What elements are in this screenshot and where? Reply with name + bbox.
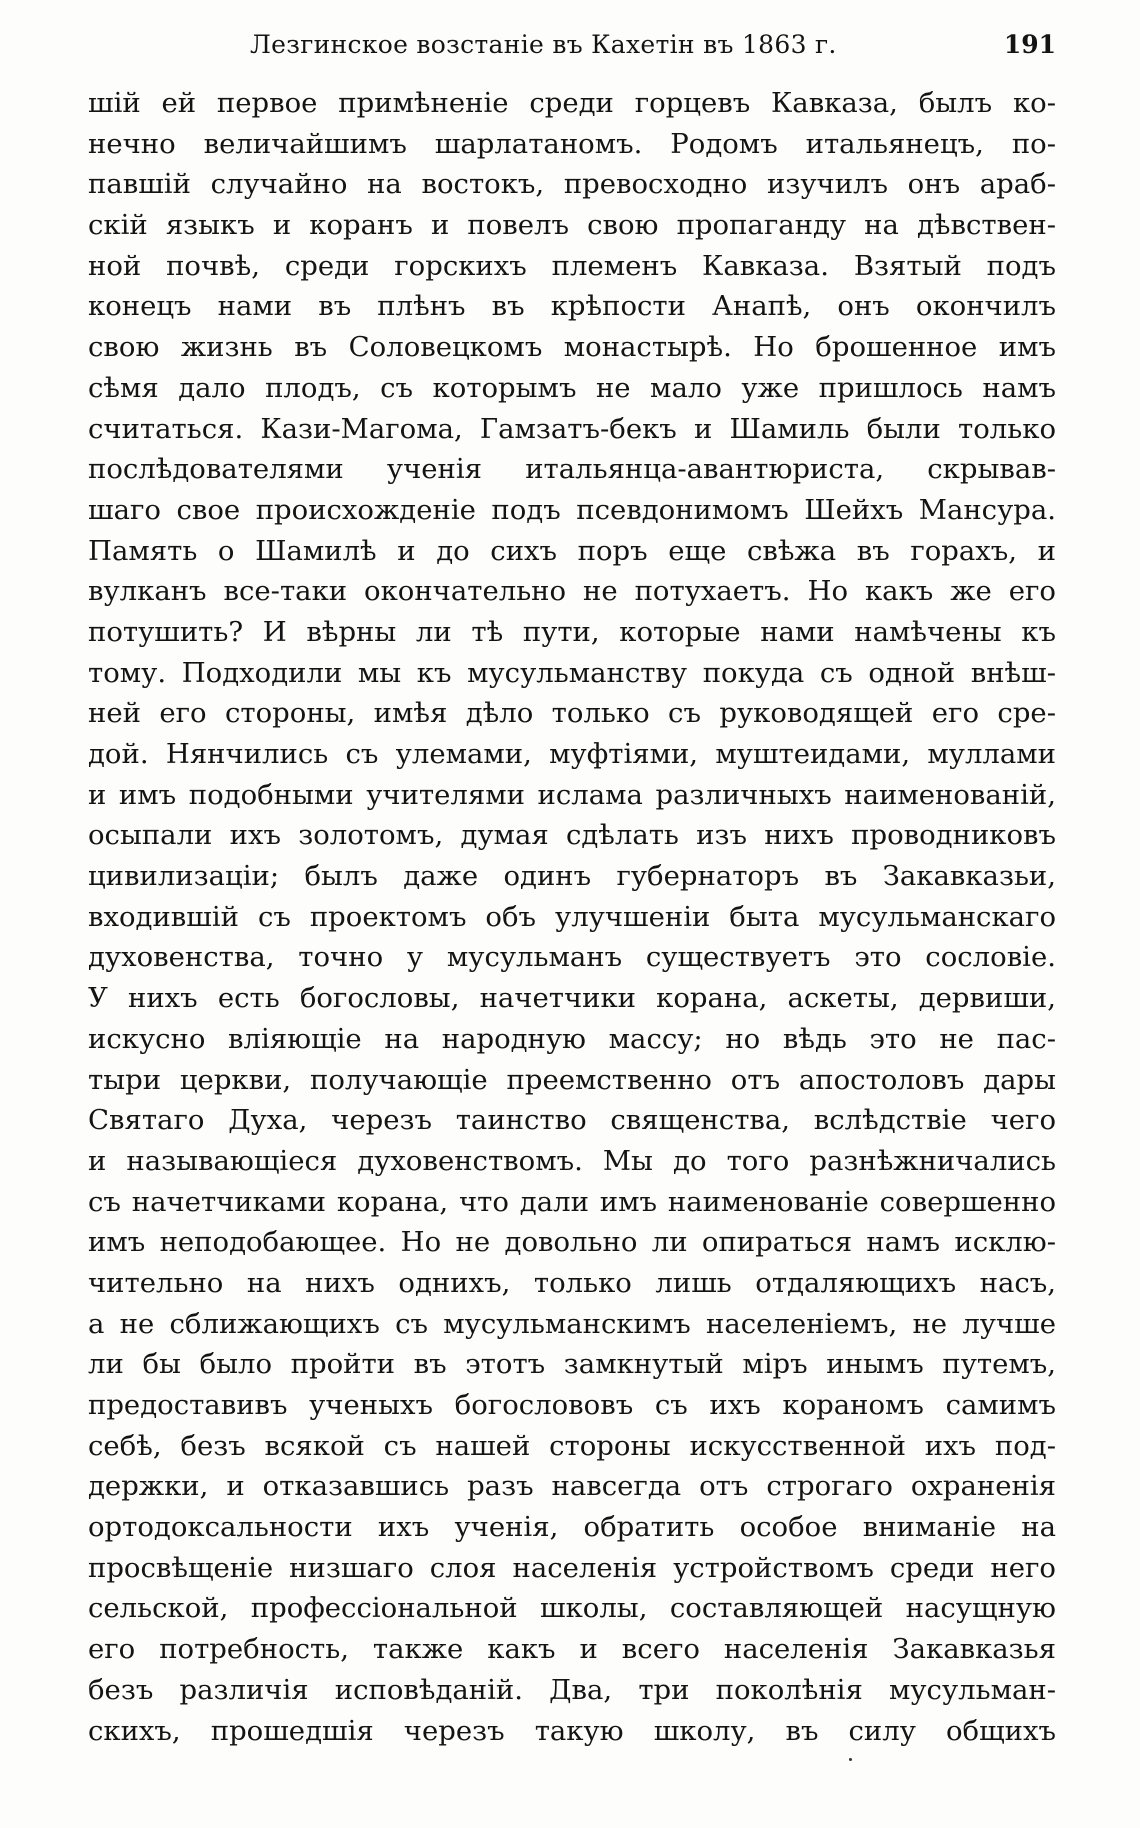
text-line: шій ей первое примѣненіе среди горцевъ Кавказа, былъ ко- [88,87,1056,119]
text-line: послѣдователями ученія итальянца-авантюриста, скрывав- [88,453,1056,486]
text-line: входившій съ проектомъ объ улучшеніи быта мусульманскаго [88,900,1056,933]
text-line: и имъ подобными учителями ислама различныхъ наименованій, [88,778,1056,811]
running-head [88,30,1056,70]
text-line: предоставивъ ученыхъ богослововъ съ ихъ кораномъ самимъ [88,1389,1056,1421]
text-line: Святаго Духа, черезъ таинство священства, вслѣдствіе чего [88,1104,1056,1137]
text-line: павшій случайно на востокъ, превосходно изучилъ онъ араб- [88,168,1056,201]
text-line: ортодоксальности ихъ ученія, обратить особое вниманіе на [88,1511,1056,1544]
text-line: искусно вліяющіе на народную массу; но вѣдь это не пас- [88,1022,1056,1055]
text-line: дой. Нянчились съ улемами, муфтіями, муштеидами, муллами [88,738,1056,770]
text-line: У нихъ есть богословы, начетчики корана, аскеты, дервиши, [88,982,1056,1015]
text-line: считаться. Кази-Магома, Гамзатъ-бекъ и Шамиль были только [88,412,1056,445]
text-line: духовенства, точно у мусульманъ существуетъ это сословіе. [88,941,1056,974]
ink-speck [849,1758,852,1761]
text-line: тому. Подходили мы къ мусульманству покуда съ одной внѣш- [88,656,1056,689]
text-line: цивилизаціи; былъ даже одинъ губернаторъ въ Закавказьи, [88,860,1056,893]
text-line: съ начетчиками корана, что дали имъ наименованіе совершенно [88,1185,1056,1218]
text-line: держки, и отказавшись разъ навсегда отъ строгаго охраненія [88,1470,1056,1503]
text-line: и называющіеся духовенствомъ. Мы до того разнѣжничались [88,1144,1056,1177]
text-line: ней его стороны, имѣя дѣло только съ руководящей его сре- [88,697,1056,730]
text-line: вулканъ все-таки окончательно не потухаетъ. Но какъ же его [88,575,1056,608]
text-line: нечно величайшимъ шарлатаномъ. Родомъ итальянецъ, по- [88,127,1056,160]
text-line: конецъ нами въ плѣнъ въ крѣпости Анапѣ, онъ окончилъ [88,290,1056,323]
text-line: тыри церкви, получающіе преемственно отъ апостоловъ дары [88,1063,1056,1096]
text-line: просвѣщеніе низшаго слоя населенія устройствомъ среди него [88,1551,1056,1584]
text-line: безъ различія исповѣданій. Два, три поколѣнія мусульман- [88,1673,1056,1706]
text-line: его потребность, также какъ и всего населенія Закавказья [88,1633,1056,1666]
text-line: осыпали ихъ золотомъ, думая сдѣлать изъ нихъ проводниковъ [88,819,1056,852]
body-text [88,83,1056,1751]
text-line: свою жизнь въ Соловецкомъ монастырѣ. Но брошенное имъ [88,331,1056,364]
text-line: чительно на нихъ однихъ, только лишь отдаляющихъ насъ, [88,1266,1056,1299]
text-line: имъ неподобающее. Но не довольно ли опираться намъ исклю- [88,1226,1056,1259]
text-line: сѣмя дало плодъ, съ которымъ не мало уже пришлось намъ [88,371,1056,404]
text-line: а не сближающихъ съ мусульманскимъ населеніемъ, не лучше [88,1307,1056,1340]
text-line: шаго свое происхожденіе подъ псевдонимомъ Шейхъ Мансура. [88,493,1056,526]
text-line: себѣ, безъ всякой съ нашей стороны искусственной ихъ под- [88,1429,1056,1462]
text-line: потушить? И вѣрны ли тѣ пути, которые нами намѣчены къ [88,615,1056,648]
text-line: скій языкъ и коранъ и повелъ свою пропаганду на дѣвствен- [88,209,1056,242]
text-line: Память о Шамилѣ и до сихъ поръ еще свѣжа въ горахъ, и [88,534,1056,567]
running-title: Лезгинское возстаніе въ Кахетін въ 1863 г. [250,30,837,59]
text-line: ли бы было пройти въ этотъ замкнутый міръ инымъ путемъ, [88,1348,1056,1381]
text-line: ной почвѣ, среди горскихъ племенъ Кавказа. Взятый подъ [88,249,1056,282]
text-line: скихъ, прошедшія черезъ такую школу, въ силу общихъ [88,1714,1056,1747]
text-line: сельской, профессіональной школы, составляющей насущную [88,1592,1056,1625]
page-number: 191 [1003,30,1056,59]
